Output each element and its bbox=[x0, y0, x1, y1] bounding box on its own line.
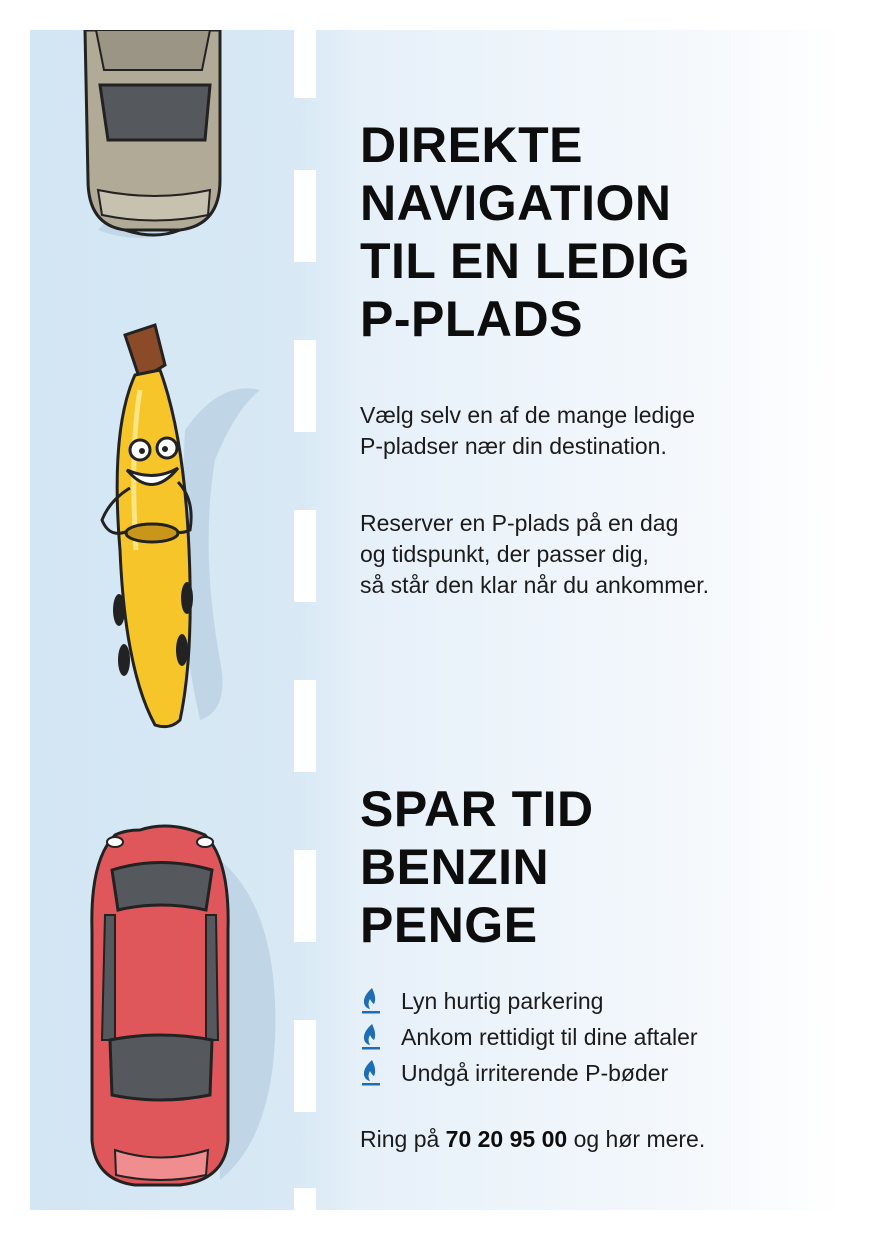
poster bbox=[30, 30, 844, 1210]
grey-car-icon bbox=[85, 30, 220, 238]
flame-icon bbox=[360, 987, 382, 1015]
road-illustration bbox=[30, 30, 330, 1210]
intro-text-choose-spot: Vælg selv en af de mange ledige P-pladser nær din destination. bbox=[360, 402, 695, 459]
red-car-icon bbox=[92, 826, 276, 1185]
benefit-text: Ankom rettidigt til dine aftaler bbox=[401, 1023, 698, 1050]
cta-text-after: og hør mere. bbox=[567, 1126, 706, 1152]
phone-number: 70 20 95 00 bbox=[445, 1126, 568, 1152]
benefit-item bbox=[360, 1019, 698, 1055]
benefit-text: Lyn hurtig parkering bbox=[401, 987, 604, 1014]
cta-text-before: Ring på bbox=[360, 1126, 446, 1152]
flame-icon bbox=[360, 1023, 382, 1051]
lane-markings bbox=[294, 30, 316, 1210]
banana-driver-icon bbox=[102, 325, 260, 727]
headline-navigation: DIREKTE NAVIGATION TIL EN LEDIG P-PLADS bbox=[360, 117, 691, 347]
benefit-list bbox=[360, 983, 698, 1091]
flame-icon bbox=[360, 1059, 382, 1087]
call-to-action bbox=[360, 1124, 705, 1155]
benefit-item bbox=[360, 983, 698, 1019]
benefit-item bbox=[360, 1055, 698, 1091]
benefit-text: Undgå irriterende P-bøder bbox=[401, 1059, 669, 1086]
headline-save: SPAR TID BENZIN PENGE bbox=[360, 781, 594, 953]
intro-text-reserve-spot: Reserver en P-plads på en dag og tidspunkt, der passer dig, så står den klar når du ankommer. bbox=[360, 510, 709, 598]
